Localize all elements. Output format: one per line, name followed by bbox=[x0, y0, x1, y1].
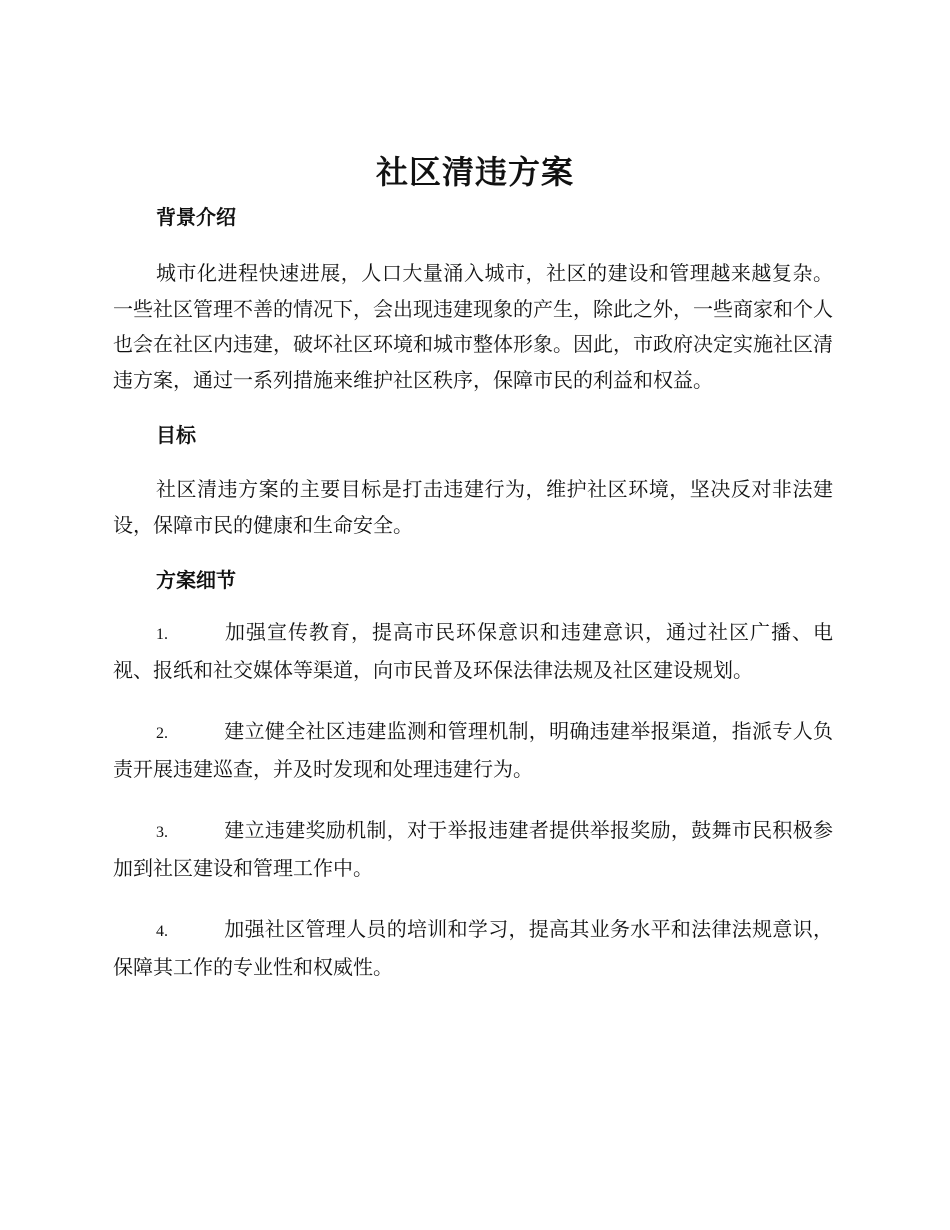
list-item bbox=[113, 714, 833, 787]
list-item-text: 加强社区管理人员的培训和学习，提高其业务水平和法律法规意识，保障其工作的专业性和权威性。 bbox=[113, 917, 833, 979]
section-paragraph-background: 城市化进程快速进展，人口大量涌入城市，社区的建设和管理越来越复杂。一些社区管理不善的情况下，会出现违建现象的产生，除此之外，一些商家和个人也会在社区内违建，破坏社区环境和城市整体形象。因此，市政府决定实施社区清违方案，通过一系列措施来维护社区秩序，保障市民的利益和权益。 bbox=[113, 261, 833, 392]
list-item-number: 4. bbox=[156, 923, 168, 940]
section-heading-goal: 目标 bbox=[156, 423, 196, 447]
section-paragraph-goal: 社区清违方案的主要目标是打击违建行为，维护社区环境，坚决反对非法建设，保障市民的健康和生命安全。 bbox=[113, 477, 833, 537]
list-item-text: 建立健全社区违建监测和管理机制，明确违建举报渠道，指派专人负责开展违建巡查，并及时发现和处理违建行为。 bbox=[113, 719, 833, 781]
list-item-number: 2. bbox=[156, 725, 168, 742]
section-heading-background: 背景介绍 bbox=[156, 205, 236, 229]
list-item-text: 建立违建奖励机制，对于举报违建者提供举报奖励，鼓舞市民积极参加到社区建设和管理工作中。 bbox=[113, 818, 833, 880]
section-heading-details: 方案细节 bbox=[156, 568, 236, 592]
list-item bbox=[113, 813, 833, 886]
list-item-number: 3. bbox=[156, 824, 168, 841]
list-item-text: 加强宣传教育，提高市民环保意识和违建意识，通过社区广播、电视、报纸和社交媒体等渠道，向市民普及环保法律法规及社区建设规划。 bbox=[113, 620, 833, 682]
document-body bbox=[113, 200, 833, 985]
list-item bbox=[113, 615, 833, 688]
document-title: 社区清违方案 bbox=[375, 153, 574, 191]
list-item-number: 1. bbox=[156, 626, 168, 643]
list-item bbox=[113, 912, 833, 985]
